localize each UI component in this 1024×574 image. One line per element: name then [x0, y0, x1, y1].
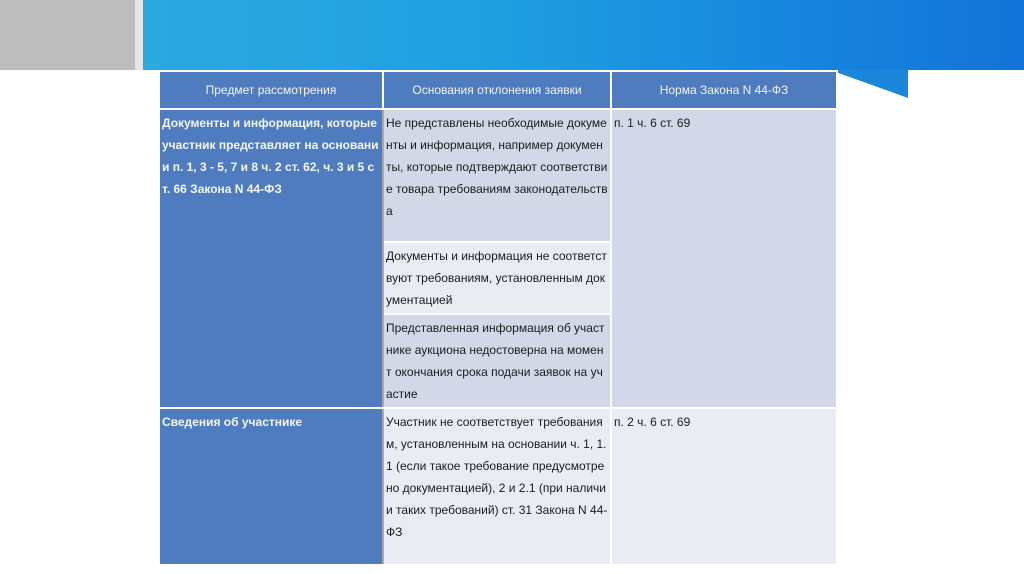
header-banner	[143, 0, 1024, 70]
header-norm: Норма Закона N 44-ФЗ	[611, 71, 837, 109]
corner-gray-strip	[135, 0, 143, 70]
norm-cell: п. 1 ч. 6 ст. 69	[611, 109, 837, 408]
header-subject: Предмет рассмотрения	[159, 71, 383, 109]
grounds-table	[158, 70, 838, 566]
subject-cell: Документы и информация, которые участник представляет на основании п. 1, 3 - 5, 7 и 8 ч. 2 ст. 62, ч. 3 и 5 ст. 66 Закона N 44-ФЗ	[159, 109, 383, 408]
reason-cell: Документы и информация не соответствуют требованиям, установленным документацией	[383, 242, 611, 314]
table-row	[159, 109, 837, 242]
table-row	[159, 408, 837, 565]
subject-cell: Сведения об участнике	[159, 408, 383, 565]
norm-cell: п. 2 ч. 6 ст. 69	[611, 408, 837, 565]
reason-cell: Не представлены необходимые документы и информация, например документы, которые подтверждают соответствие товара требованиям законодательства	[383, 109, 611, 242]
reason-cell: Представленная информация об участнике аукциона недостоверна на момент окончания срока подачи заявок на участие	[383, 314, 611, 408]
table-header-row	[159, 71, 837, 109]
header-banner-tail	[830, 70, 908, 98]
header-reason: Основания отклонения заявки	[383, 71, 611, 109]
corner-gray-block	[0, 0, 135, 70]
reason-cell: Участник не соответствует требованиям, установленным на основании ч. 1, 1.1 (если такое требование предусмотрено документацией), 2 и 2.1 (при наличии таких требований) ст. 31 Закона N 44-ФЗ	[383, 408, 611, 565]
